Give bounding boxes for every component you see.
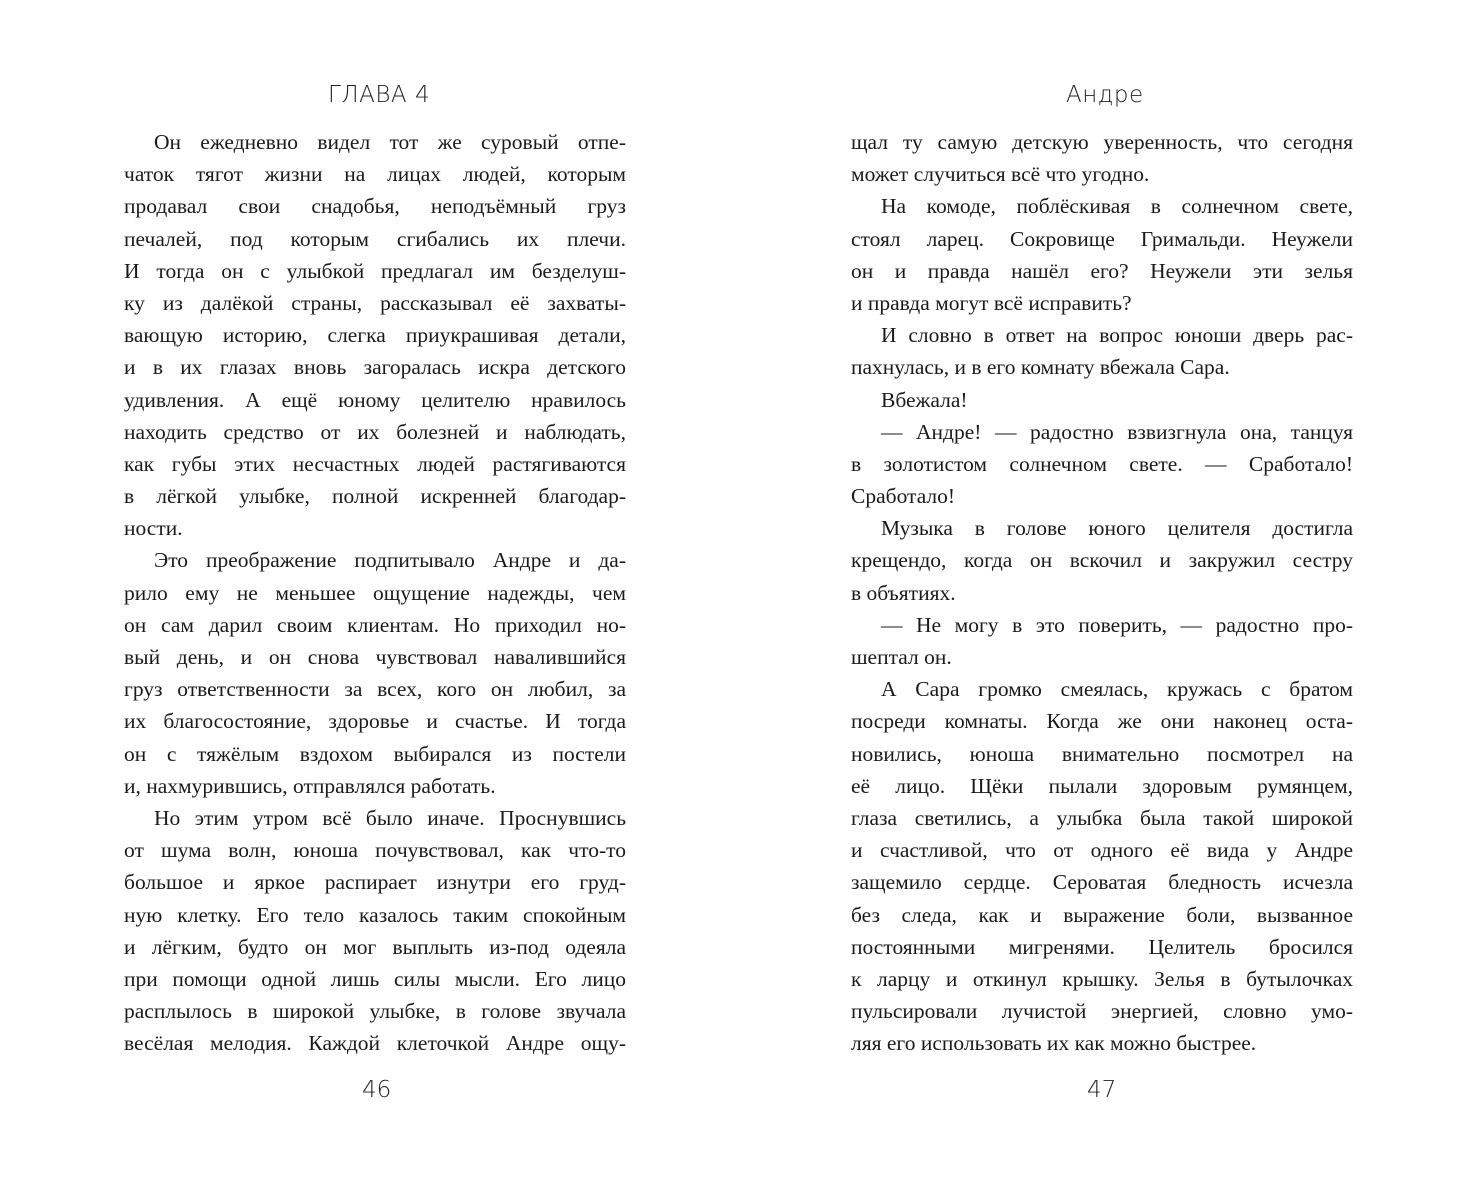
text-line: глаза светились, а улыбка была такой широкой	[851, 805, 1353, 830]
text-line: он и правда нашёл его? Неужели эти зелья	[851, 258, 1353, 283]
text-line: ную клетку. Его тело казалось таким спокойным	[124, 902, 626, 927]
text-line: — Не могу в это поверить, — радостно про-	[881, 612, 1353, 637]
text-line: ности.	[124, 516, 183, 541]
text-line: может случиться всё что угодно.	[851, 162, 1150, 187]
text-line: стоял ларец. Сокровище Гримальди. Неужели	[851, 226, 1353, 251]
text-line: пульсировали лучистой энергией, словно умо-	[851, 999, 1353, 1024]
text-line: шептал он.	[851, 645, 952, 669]
text-line: удивления. А ещё юному целителю нравилось	[124, 387, 626, 412]
page-number-right: 47	[1087, 1077, 1117, 1103]
text-line: ляя его использовать их как можно быстрее.	[851, 1031, 1257, 1056]
text-line: Но этим утром всё было иначе. Проснувшись	[154, 805, 626, 830]
text-line: как губы этих несчастных людей растягиваются	[124, 451, 626, 476]
text-line: И словно в ответ на вопрос юноши дверь рас-	[881, 323, 1353, 348]
left-page	[0, 0, 738, 1182]
text-line: при помощи одной лишь силы мысли. Его лицо	[124, 966, 626, 991]
text-line: рило ему не меньшее ощущение надежды, чем	[124, 580, 626, 605]
text-line: груз ответственности за всех, кого он любил, за	[124, 677, 626, 702]
text-line: он сам дарил своим клиентам. Но приходил но-	[124, 612, 626, 637]
text-line: Он ежедневно видел тот же суровый отпе-	[154, 130, 626, 154]
text-line: весёлая мелодия. Каждой клеточкой Андре ощу-	[124, 1031, 626, 1056]
text-line: в объятиях.	[851, 580, 956, 605]
text-line: большое и яркое распирает изнутри его груд-	[124, 870, 626, 895]
text-line: новились, юноша внимательно посмотрел на	[851, 741, 1353, 766]
text-line: Это преображение подпитывало Андре и да-	[154, 548, 626, 573]
text-line: находить средство от их болезней и наблюдать,	[124, 419, 626, 444]
text-line: он с тяжёлым вздохом выбирался из постели	[124, 741, 626, 766]
text-line: щал ту самую детскую уверенность, что сегодня	[851, 130, 1353, 154]
text-line: пахнулась, и в его комнату вбежала Сара.	[851, 355, 1230, 380]
text-line: вый день, и он снова чувствовал навалившийся	[124, 645, 626, 669]
text-line: ку из далёкой страны, рассказывал её захваты-	[124, 290, 626, 315]
text-line: и в их глазах вновь загоралась искра детского	[124, 355, 626, 380]
text-line: Музыка в голове юного целителя достигла	[881, 516, 1353, 541]
text-line: и лёгким, будто он мог выплыть из-под одеяла	[124, 934, 626, 959]
text-line: без следа, как и выражение боли, вызванное	[851, 902, 1353, 927]
text-line: от шума волн, юноша почувствовал, как что-то	[124, 838, 626, 863]
text-line: крещендо, когда он вскочил и закружил сестру	[851, 548, 1353, 573]
text-line: посреди комнаты. Когда же они наконец оста-	[851, 709, 1353, 734]
text-line: её лицо. Щёки пылали здоровым румянцем,	[851, 773, 1353, 798]
text-line: их благосостояние, здоровье и счастье. И тогда	[124, 709, 626, 734]
left-page-text	[124, 126, 626, 1059]
text-line: вающую историю, слегка приукрашивая детали,	[124, 323, 626, 348]
text-line: защемило сердце. Сероватая бледность исчезла	[851, 870, 1353, 895]
text-line: и правда могут всё исправить?	[851, 290, 1132, 315]
text-line: И тогда он с улыбкой предлагал им безделуш-	[124, 258, 626, 283]
text-line: к ларцу и откинул крышку. Зелья в бутылочках	[851, 966, 1353, 991]
text-line: в золотистом солнечном свете. — Сработало!	[851, 451, 1353, 476]
running-head-chapter: ГЛАВА 4	[328, 82, 431, 108]
right-page-text	[851, 126, 1353, 1059]
text-line: печалей, под которым сгибались их плечи.	[124, 226, 626, 251]
text-line: и, нахмурившись, отправлялся работать.	[124, 773, 496, 798]
text-line: А Сара громко смеялась, кружась с братом	[881, 677, 1353, 702]
text-line: продавал свои снадобья, неподъёмный груз	[124, 194, 626, 219]
text-line: Сработало!	[851, 484, 956, 509]
text-line: расплылось в широкой улыбке, в голове звучала	[124, 999, 626, 1024]
text-line: Вбежала!	[881, 387, 968, 412]
text-line: и счастливой, что от одного её вида у Андре	[851, 838, 1353, 863]
text-line: На комоде, поблёскивая в солнечном свете,	[881, 194, 1353, 219]
page-number-left: 46	[362, 1077, 392, 1103]
text-line: постоянными мигренями. Целитель бросился	[851, 934, 1353, 959]
running-head-title: Андре	[1066, 82, 1144, 108]
text-line: чаток тягот жизни на лицах людей, которым	[124, 162, 626, 187]
right-page	[739, 0, 1477, 1182]
text-line: — Андре! — радостно взвизгнула она, танцуя	[881, 419, 1353, 444]
text-line: в лёгкой улыбке, полной искренней благодар-	[124, 484, 626, 509]
